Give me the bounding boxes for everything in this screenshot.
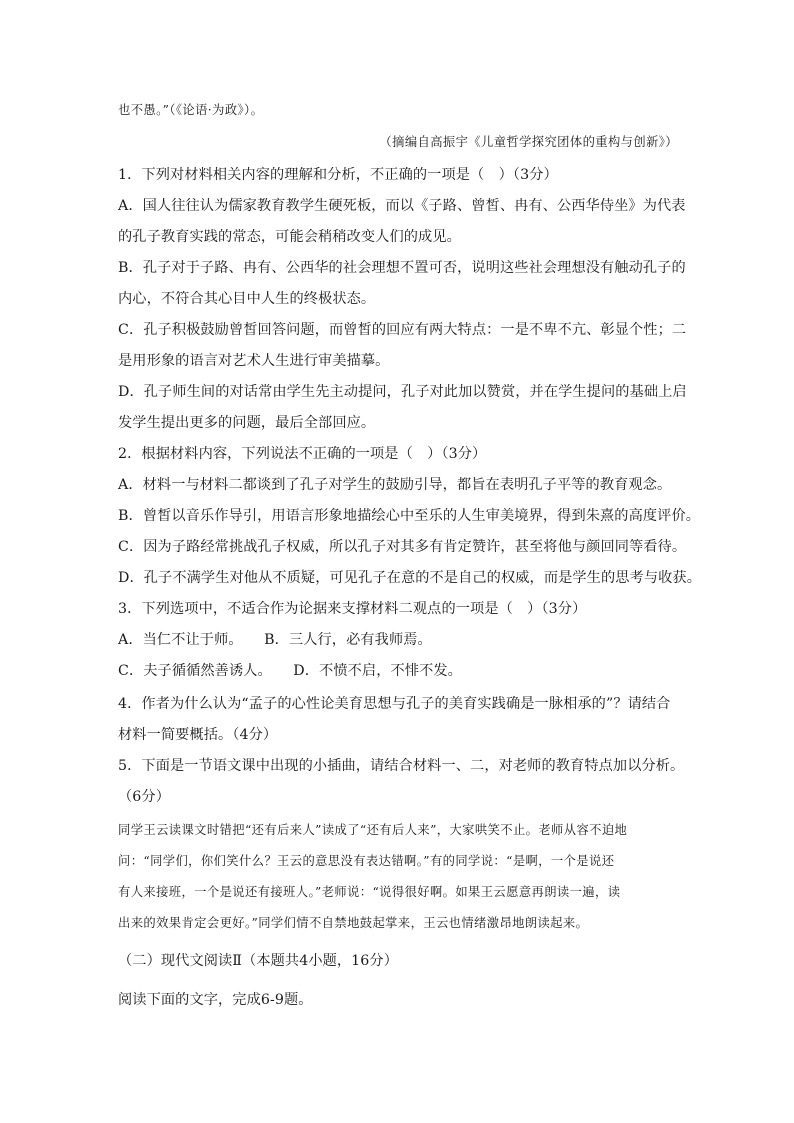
question-1-option-a-line-1: A．国人往往认为儒家教育教学生硬死板，而以《子路、曾皙、冉有、公西华侍坐》为代表 — [118, 198, 686, 214]
question-1-option-a-line-2: 的孔子教育实践的常态，可能会稍稍改变人们的成见。 — [118, 229, 461, 245]
quote-ending: 也不愚。”（《论语·为政》）。 — [118, 103, 264, 117]
question-2-option-d: D．孔子不满学生对他从不质疑，可见孔子在意的不是自己的权威，而是学生的思考与收获。 — [118, 570, 701, 586]
question-1-option-d-line-1: D．孔子师生间的对话常由学生先主动提问，孔子对此加以赞赏，并在学生提问的基础上启 — [118, 384, 687, 400]
reading-instruction: 阅读下面的文字，完成6-9题。 — [118, 992, 313, 1008]
question-5-line-1: 5．下面是一节语文课中出现的小插曲，请结合材料一、二，对老师的教育特点加以分析。 — [118, 758, 685, 774]
question-1-option-b-line-2: 内心，不符合其心目中人生的终极状态。 — [118, 291, 376, 307]
question-5-points: （6分） — [118, 789, 170, 805]
question-4-line-1: 4．作者为什么认为“孟子的心性论美育思想与孔子的美育实践确是一脉相承的”？请结合 — [118, 696, 671, 712]
anecdote-line-1: 同学王云读课文时错把“还有后来人”读成了“还有后人来”，大家哄笑不止。老师从容不迫地 — [118, 823, 628, 837]
question-1-option-c-line-1: C．孔子积极鼓励曾皙回答问题，而曾皙的回应有两大特点：一是不卑不亢、彰显个性；二 — [118, 322, 687, 338]
question-1-option-c-line-2: 是用形象的语言对艺术人生进行审美描摹。 — [118, 353, 390, 369]
question-1-option-d-line-2: 发学生提出更多的问题，最后全部回应。 — [118, 415, 376, 431]
source-citation: （摘编自高振宇《儿童哲学探究团体的重构与创新》） — [379, 135, 678, 149]
section-heading: （二）现代文阅读Ⅱ（本题共4小题，16分） — [118, 953, 399, 969]
question-3-stem: 3．下列选项中，不适合作为论据来支撑材料二观点的一项是（ ）（3分） — [118, 601, 587, 617]
question-4-line-2: 材料一简要概括。（4分） — [118, 727, 278, 743]
question-2-stem: 2．根据材料内容，下列说法不正确的一项是（ ）（3分） — [118, 446, 487, 462]
question-2-option-c: C．因为子路经常挑战孔子权威，所以孔子对其多有肯定赞许，甚至将他与颜回同等看待。 — [118, 539, 687, 555]
anecdote-line-4: 出来的效果肯定会更好。”同学们情不自禁地鼓起掌来，王云也情绪激昂地朗读起来。 — [118, 916, 589, 930]
question-1-stem: 1．下列对材料相关内容的理解和分析，不正确的一项是（ ）（3分） — [118, 167, 558, 183]
anecdote-line-2: 问：“同学们，你们笑什么？王云的意思没有表达错啊。”有的同学说：“是啊，一个是说还 — [118, 854, 615, 868]
question-3-options-cd: C．夫子循循然善诱人。 D．不愤不启，不悱不发。 — [118, 663, 462, 679]
question-1-option-b-line-1: B．孔子对于子路、冉有、公西华的社会理想不置可否，说明这些社会理想没有触动孔子的 — [118, 260, 686, 276]
question-2-option-b: B．曾皙以音乐作导引，用语言形象地描绘心中至乐的人生审美境界，得到朱熹的高度评价。 — [118, 508, 701, 524]
question-2-option-a: A．材料一与材料二都谈到了孔子对学生的鼓励引导，都旨在表明孔子平等的教育观念。 — [118, 477, 672, 493]
anecdote-line-3: 有人来接班，一个是说还有接班人。”老师说：“说得很好啊。如果王云愿意再朗读一遍，读 — [118, 885, 621, 899]
question-3-options-ab: A．当仁不让于师。 B．三人行，必有我师焉。 — [118, 632, 432, 648]
